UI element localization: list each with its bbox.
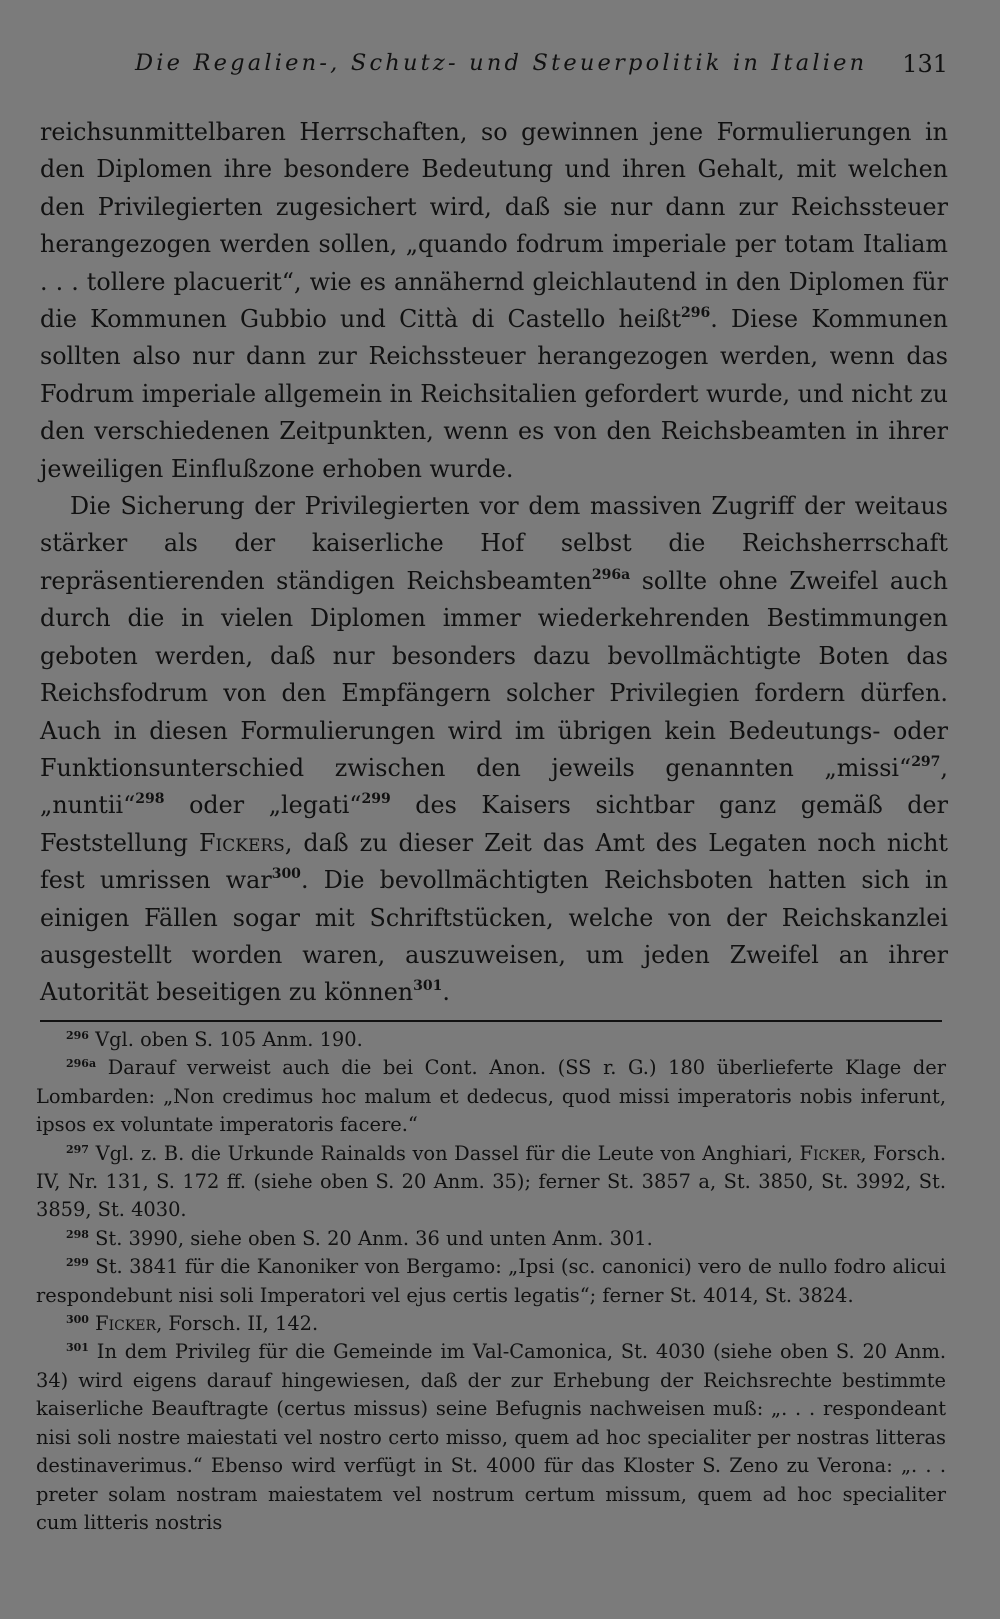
text-run: , „nuntii“ (40, 753, 948, 820)
footnote-ref-296a: 296a (591, 566, 631, 583)
page-number: 131 (902, 50, 948, 78)
footnote-text: In dem Privileg für die Gemeinde im Val-Camonica, St. 4030 (siehe oben S. 20 Anm. 34) wird eigens darauf hingewiesen, daß der zur Erhebung der Reichsrechte bestimmte kaiserliche Beauftragte (certus missus) seine Befugnis nachweisen muß: „. . . respondeant nisi soli nostre maiestati vel nostro certo misso, quem ad hoc specialiter per nostras litteras destinaverimus.“ Ebenso wird verfügt in St. 4000 für das Kloster S. Zeno zu Verona: „. . . preter solam nostram maiestatem vel nostrum certum missum, quem ad hoc specialiter cum litteris nostris (36, 1340, 946, 1534)
text-run: Die Sicherung der Privilegierten vor dem massiven Zugriff der weitaus stärker als der kaiserliche Hof selbst die Reichsherrschaft repräsentierenden ständigen Reichsbeamten (40, 492, 948, 595)
footnotes (36, 1026, 946, 1537)
footnote-text: , Forsch. II, 142. (156, 1312, 319, 1336)
footnote-divider (40, 1020, 942, 1022)
footnote-301 (36, 1338, 946, 1537)
footnote-text: Vgl. z. B. die Urkunde Rainalds von Dassel für die Leute von Anghiari, (88, 1141, 800, 1165)
footnote-number: 298 (66, 1227, 89, 1241)
text-run: reichsunmittelbaren Herrschaften, so gewinnen jene Formulierungen in den Diplomen ihre besondere Bedeutung und ihren Gehalt, mit welchen den Privilegierten zugesichert wird, daß sie nur dann zur Reichssteuer herangezogen werden sollen, „quando fodrum imperiale per totam Italiam . . . tollere placuerit“, wie es annähernd gleichlautend in den Diplomen für die Kommunen Gubbio und Città di Castello heißt (40, 118, 948, 334)
footnote-number: 296a (66, 1057, 97, 1071)
footnote-ref-299: 299 (361, 791, 391, 808)
footnote-ref-301: 301 (413, 978, 443, 995)
footnote-number: 296 (66, 1029, 89, 1042)
page-header (40, 50, 948, 90)
footnote-text: Vgl. oben S. 105 Anm. 190. (88, 1028, 363, 1051)
footnote-ref-300: 300 (271, 866, 301, 883)
paragraph-1 (40, 114, 948, 488)
text-run: sollte ohne Zweifel auch durch die in vielen Diplomen immer wiederkehrenden Bestimmungen geboten werden, daß nur besonders dazu bevollmächtigte Boten das Reichsfodrum von den Empfängern solcher Privilegien fordern dürfen. Auch in diesen Formulierungen wird im übrigen kein Bedeutungs- oder Funktionsunterschied zwischen den jeweils genannten „missi“ (40, 566, 948, 782)
paragraph-2 (40, 488, 948, 1012)
footnote-299 (36, 1253, 946, 1310)
text-run: des Kaisers sichtbar ganz gemäß der Feststellung (40, 791, 948, 857)
footnote-ref-297: 297 (911, 753, 941, 770)
footnote-ref-296: 296 (681, 305, 711, 322)
text-run: . Die bevollmächtigten Reichsboten hatten sich in einigen Fällen sogar mit Schriftstücken, welche von der Reichskanzlei ausgestellt worden waren, auszuweisen, um jeden Zweifel an ihrer Autorität beseitigen zu können (40, 866, 948, 1007)
text-run: oder „legati“ (164, 791, 362, 820)
footnote-ref-298: 298 (135, 791, 165, 808)
footnote-text: , Forsch. IV, Nr. 131, S. 172 ff. (siehe oben S. 20 Anm. 35); ferner St. 3857 a, St. 3850, St. 3992, St. 3859, St. 4030. (36, 1141, 946, 1222)
text-run: . Diese Kommunen sollten also nur dann zur Reichssteuer herangezogen werden, wenn das Fodrum imperiale allgemein in Reichsitalien gefordert wurde, und nicht zu den verschiedenen Zeitpunkten, wenn es von den Reichsbeamten in ihrer jeweiligen Einflußzone erhoben wurde. (40, 305, 949, 483)
author-name: Ficker (95, 1312, 157, 1336)
footnote-number: 297 (66, 1142, 89, 1156)
footnote-300 (36, 1310, 946, 1338)
footnote-297 (36, 1140, 946, 1225)
footnote-text: Darauf verweist auch die bei Cont. Anon. (SS r. G.) 180 überlieferte Klage der Lombarden: „Non credimus hoc malum et dedecus, quod missi imperatoris nobis inferunt, ipsos ex voluntate imperatoris facere.“ (36, 1056, 946, 1137)
footnote-number: 301 (66, 1341, 89, 1355)
footnote-text: St. 3841 für die Kanoniker von Bergamo: „Ipsi (sc. canonici) vero de nullo fodro alicui respondebunt nisi soli Imperatori vel ejus certis legatis“; ferner St. 4014, St. 3824. (36, 1255, 946, 1307)
author-name: Fickers (199, 828, 285, 857)
footnote-296a (36, 1054, 946, 1139)
footnote-number: 299 (66, 1256, 89, 1270)
text-run: , daß zu dieser Zeit das Amt des Legaten noch nicht fest umrissen war (40, 828, 948, 895)
running-head: Die Regalien-, Schutz- und Steuerpolitik in Italien (135, 50, 868, 76)
footnote-298 (36, 1225, 946, 1253)
footnote-text: St. 3990, siehe oben S. 20 Anm. 36 und unten Anm. 301. (88, 1226, 653, 1250)
main-text (40, 114, 948, 1012)
author-name: Ficker (799, 1141, 861, 1165)
footnote-number: 300 (66, 1313, 89, 1327)
text-run: . (442, 978, 450, 1007)
footnote-296 (36, 1026, 946, 1054)
